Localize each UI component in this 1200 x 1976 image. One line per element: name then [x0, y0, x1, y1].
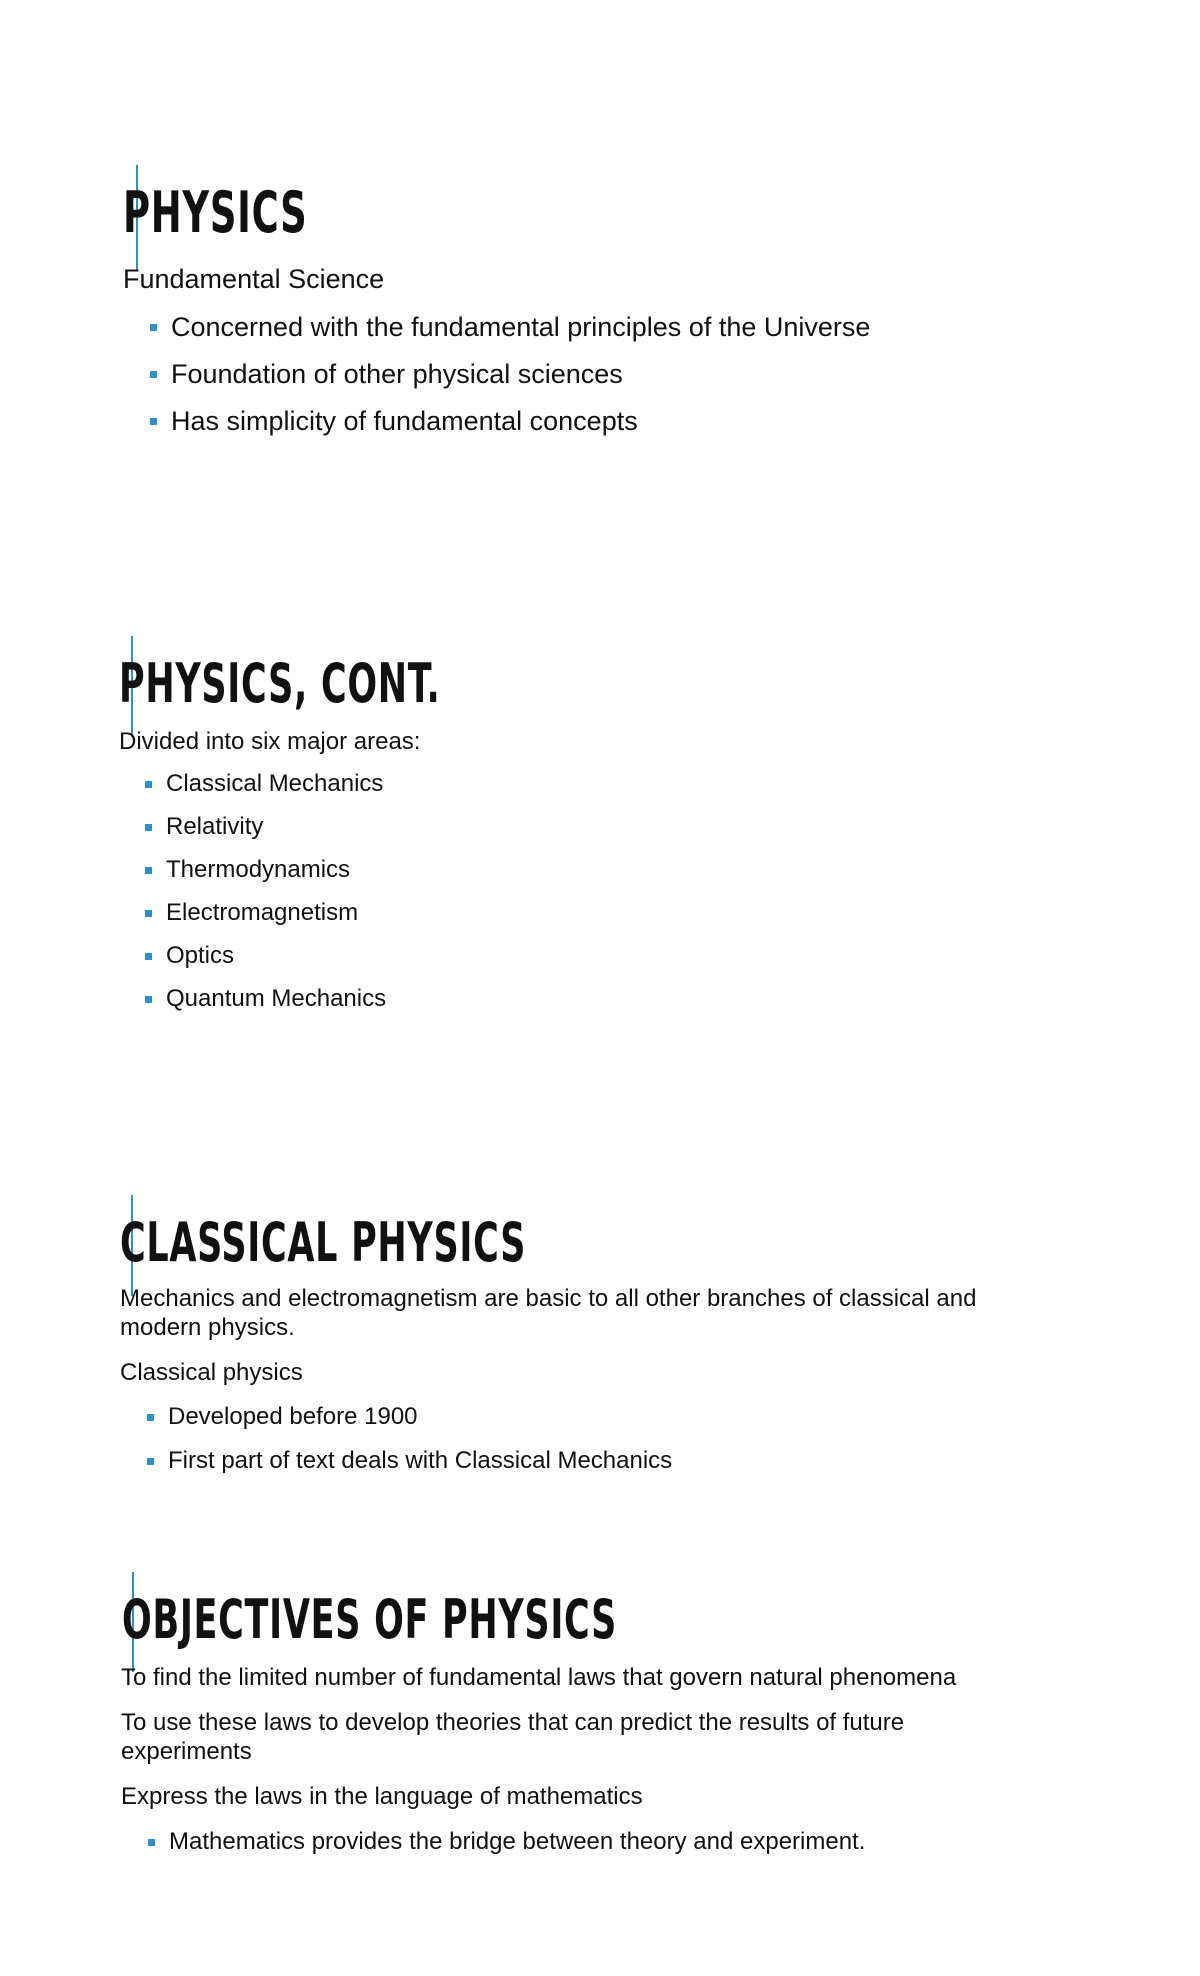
list-item-text: Thermodynamics [166, 856, 351, 883]
list-item-text: Developed before 1900 [168, 1403, 418, 1430]
paragraph: Fundamental Science [123, 264, 385, 294]
paragraph: To find the limited number of fundamental laws that govern natural phenomena [121, 1664, 957, 1691]
list-item-text: Concerned with the fundamental principles of the Universe [171, 312, 871, 342]
page-title: CLASSICAL PHYSICS [120, 1211, 527, 1274]
list-item [148, 1829, 865, 1855]
page-title: OBJECTIVES OF PHYSICS [122, 1588, 618, 1651]
paragraph: Classical physics [120, 1359, 303, 1386]
bullet-square-icon [148, 1839, 155, 1846]
list-item-text: Electromagnetism [166, 899, 359, 926]
paragraph: Express the laws in the language of mathematics [121, 1783, 643, 1810]
list-item-text: Classical Mechanics [166, 770, 384, 797]
paragraph: Divided into six major areas: [119, 728, 421, 755]
paragraph: Mechanics and electromagnetism are basic to all other branches of classical and modern physics. [120, 1285, 977, 1342]
list-item-text: Foundation of other physical sciences [171, 359, 623, 389]
list-item-text: First part of text deals with Classical Mechanics [168, 1447, 673, 1474]
paragraph: To use these laws to develop theories that can predict the results of future experiments [121, 1709, 905, 1766]
list-item-text: Mathematics provides the bridge between theory and experiment. [169, 1828, 866, 1855]
page-title: PHYSICS [123, 180, 308, 246]
list-item-text: Relativity [166, 813, 264, 840]
list-item-text: Optics [166, 942, 235, 969]
list-item-text: Quantum Mechanics [166, 985, 387, 1012]
list-item-text: Has simplicity of fundamental concepts [171, 406, 638, 436]
page-title: PHYSICS, CONT. [119, 652, 441, 715]
